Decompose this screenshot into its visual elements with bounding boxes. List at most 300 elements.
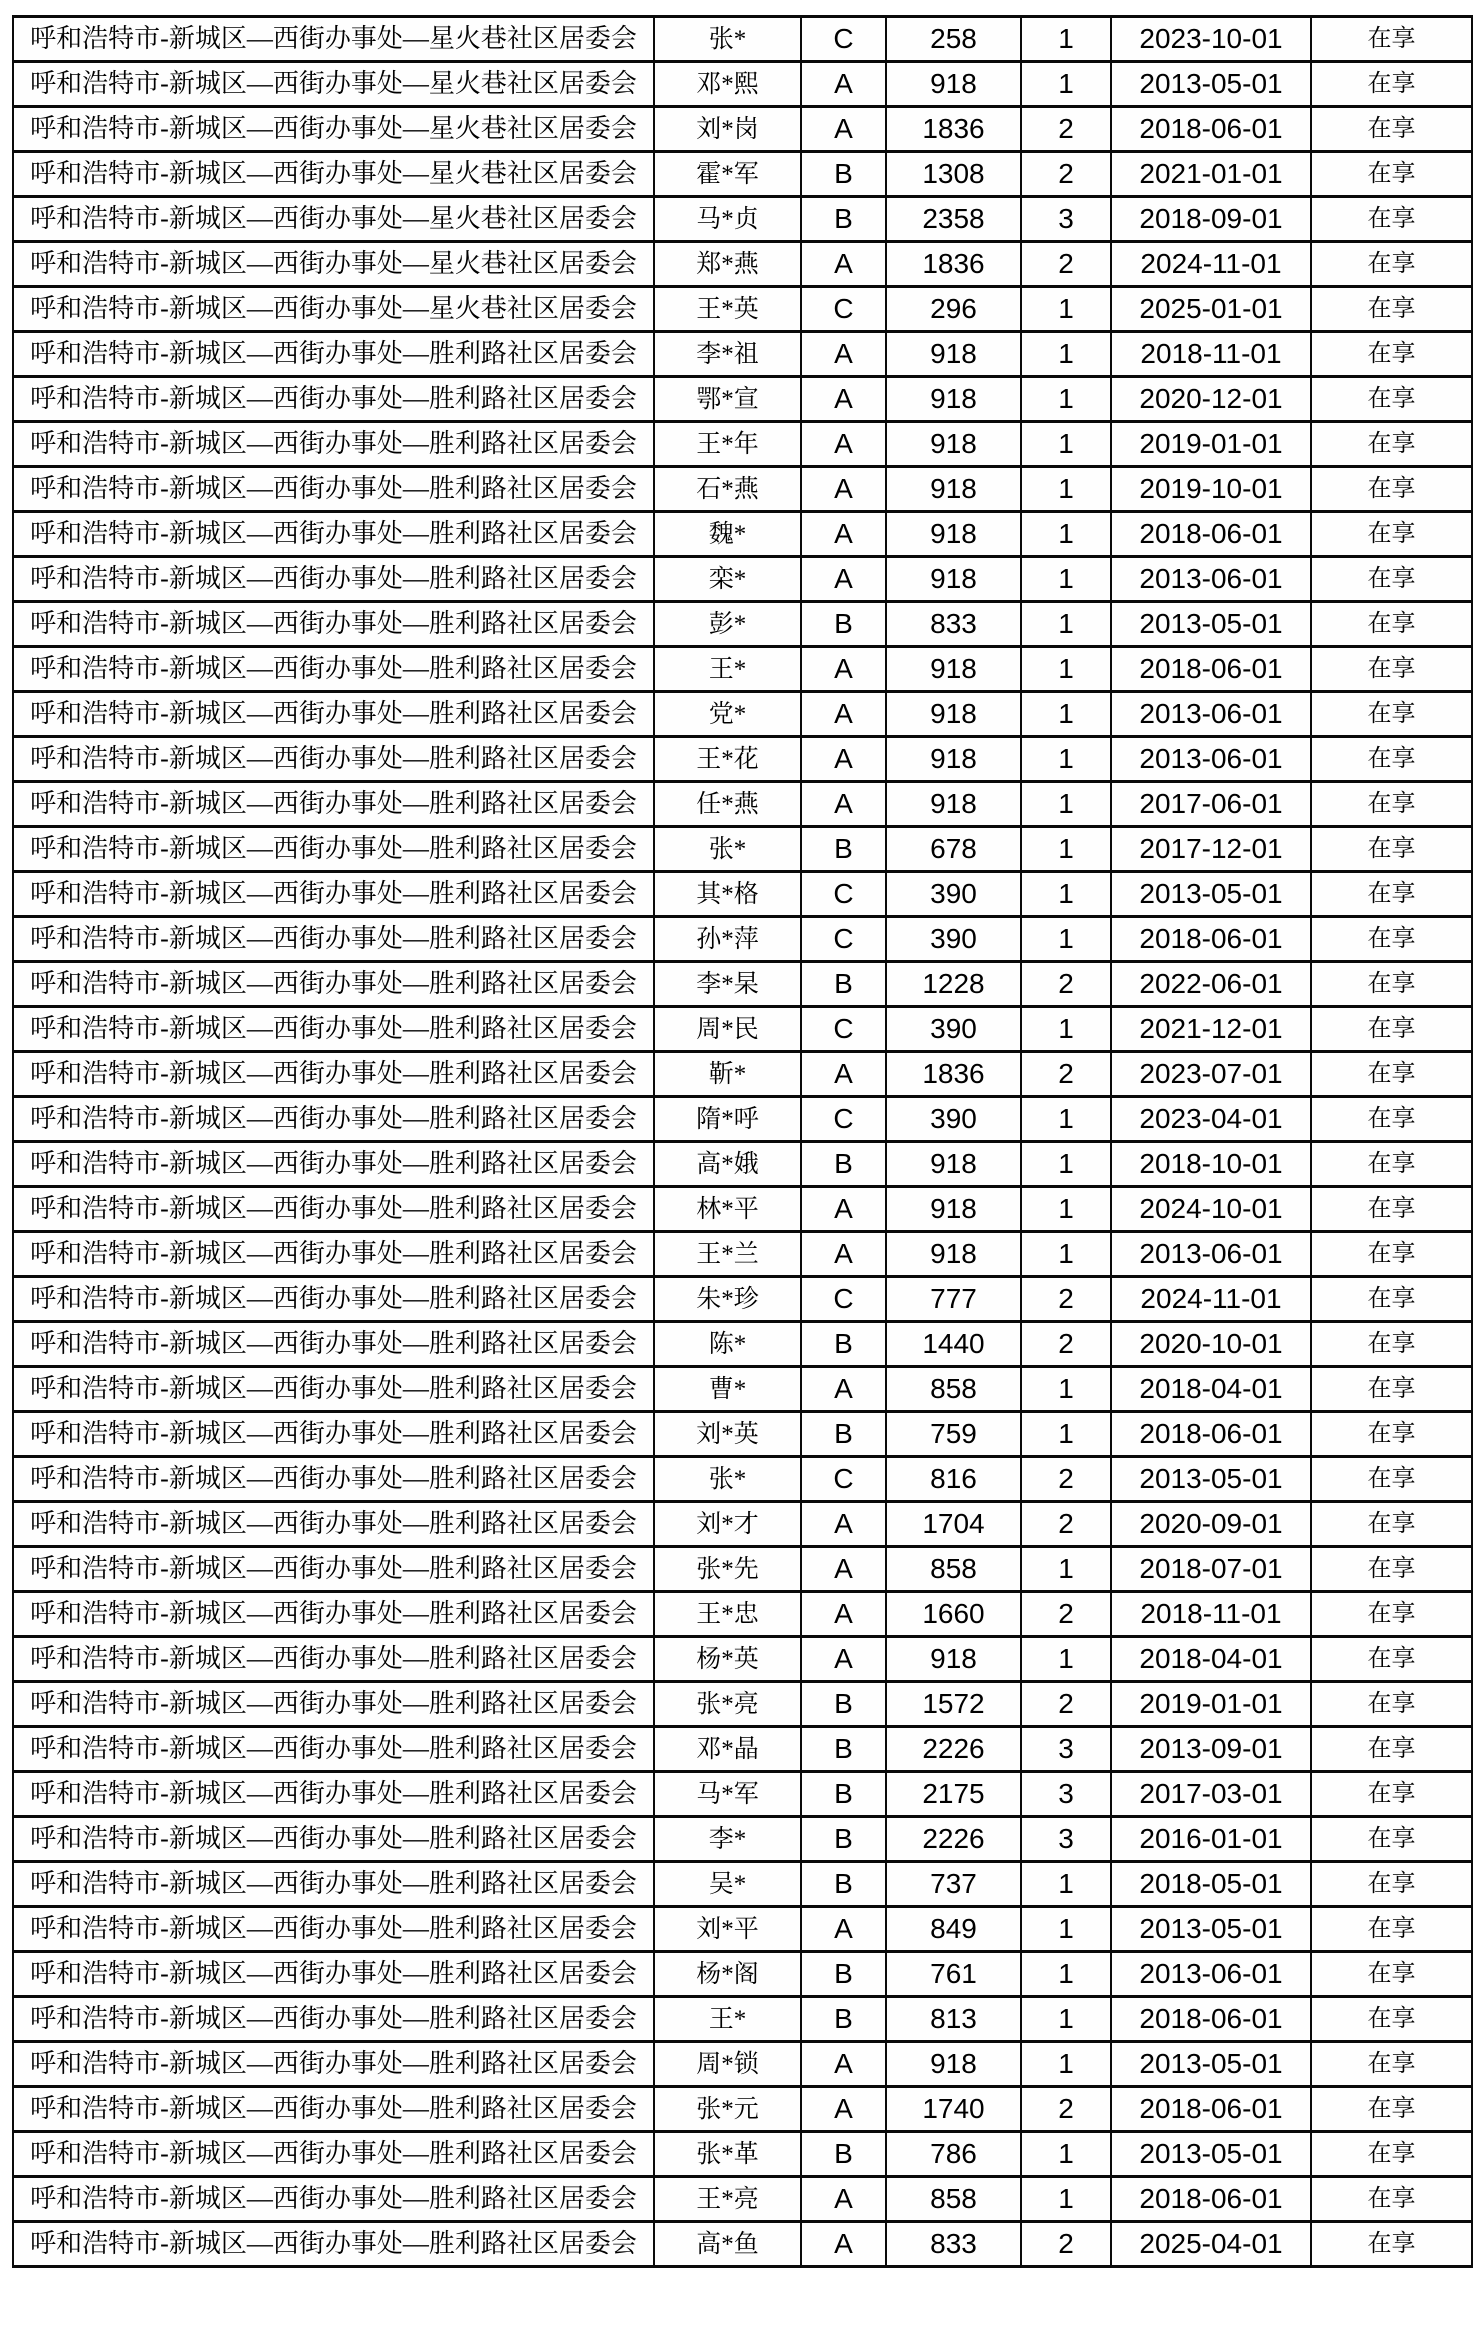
status-cell: 在享: [1311, 1232, 1472, 1277]
name-cell: 陈*: [654, 1322, 801, 1367]
table-body: [13, 17, 1472, 2267]
count-cell: 2: [1021, 1502, 1111, 1547]
count-cell: 1: [1021, 827, 1111, 872]
table-row: [13, 962, 1472, 1007]
amount-cell: 2175: [886, 1772, 1021, 1817]
name-cell: 李*杲: [654, 962, 801, 1007]
amount-cell: 1308: [886, 152, 1021, 197]
amount-cell: 858: [886, 2177, 1021, 2222]
name-cell: 曹*: [654, 1367, 801, 1412]
table-row: [13, 1727, 1472, 1772]
region-cell: 呼和浩特市-新城区—西街办事处—胜利路社区居委会: [13, 1142, 654, 1187]
table-row: [13, 1502, 1472, 1547]
category-cell: A: [801, 1637, 886, 1682]
amount-cell: 918: [886, 1142, 1021, 1187]
status-cell: 在享: [1311, 1772, 1472, 1817]
amount-cell: 918: [886, 692, 1021, 737]
category-cell: B: [801, 1727, 886, 1772]
table-row: [13, 242, 1472, 287]
region-cell: 呼和浩特市-新城区—西街办事处—胜利路社区居委会: [13, 377, 654, 422]
region-cell: 呼和浩特市-新城区—西街办事处—胜利路社区居委会: [13, 1862, 654, 1907]
table-row: [13, 647, 1472, 692]
region-cell: 呼和浩特市-新城区—西街办事处—胜利路社区居委会: [13, 1682, 654, 1727]
region-cell: 呼和浩特市-新城区—西街办事处—胜利路社区居委会: [13, 2087, 654, 2132]
start-date-cell: 2013-06-01: [1111, 1232, 1311, 1277]
status-cell: 在享: [1311, 1412, 1472, 1457]
region-cell: 呼和浩特市-新城区—西街办事处—胜利路社区居委会: [13, 872, 654, 917]
count-cell: 1: [1021, 2177, 1111, 2222]
amount-cell: 816: [886, 1457, 1021, 1502]
count-cell: 1: [1021, 782, 1111, 827]
status-cell: 在享: [1311, 1367, 1472, 1412]
start-date-cell: 2013-05-01: [1111, 62, 1311, 107]
count-cell: 3: [1021, 197, 1111, 242]
table-row: [13, 1547, 1472, 1592]
name-cell: 邓*熙: [654, 62, 801, 107]
category-cell: B: [801, 1817, 886, 1862]
category-cell: A: [801, 737, 886, 782]
category-cell: B: [801, 1412, 886, 1457]
table-row: [13, 107, 1472, 152]
name-cell: 王*亮: [654, 2177, 801, 2222]
amount-cell: 1572: [886, 1682, 1021, 1727]
start-date-cell: 2017-12-01: [1111, 827, 1311, 872]
table-row: [13, 332, 1472, 377]
status-cell: 在享: [1311, 242, 1472, 287]
category-cell: C: [801, 1007, 886, 1052]
region-cell: 呼和浩特市-新城区—西街办事处—胜利路社区居委会: [13, 2177, 654, 2222]
table-row: [13, 1322, 1472, 1367]
region-cell: 呼和浩特市-新城区—西街办事处—胜利路社区居委会: [13, 1637, 654, 1682]
count-cell: 1: [1021, 647, 1111, 692]
table-row: [13, 1862, 1472, 1907]
name-cell: 朱*珍: [654, 1277, 801, 1322]
amount-cell: 918: [886, 737, 1021, 782]
name-cell: 李*: [654, 1817, 801, 1862]
name-cell: 刘*才: [654, 1502, 801, 1547]
amount-cell: 849: [886, 1907, 1021, 1952]
table-row: [13, 197, 1472, 242]
table-row: [13, 782, 1472, 827]
start-date-cell: 2018-06-01: [1111, 2087, 1311, 2132]
count-cell: 1: [1021, 1907, 1111, 1952]
start-date-cell: 2019-01-01: [1111, 422, 1311, 467]
table-row: [13, 827, 1472, 872]
amount-cell: 813: [886, 1997, 1021, 2042]
status-cell: 在享: [1311, 557, 1472, 602]
status-cell: 在享: [1311, 2132, 1472, 2177]
table-row: [13, 467, 1472, 512]
category-cell: B: [801, 1682, 886, 1727]
status-cell: 在享: [1311, 1187, 1472, 1232]
amount-cell: 918: [886, 1232, 1021, 1277]
status-cell: 在享: [1311, 422, 1472, 467]
category-cell: B: [801, 1952, 886, 1997]
category-cell: C: [801, 17, 886, 62]
status-cell: 在享: [1311, 602, 1472, 647]
status-cell: 在享: [1311, 1862, 1472, 1907]
amount-cell: 1836: [886, 242, 1021, 287]
start-date-cell: 2013-06-01: [1111, 1952, 1311, 1997]
amount-cell: 858: [886, 1547, 1021, 1592]
status-cell: 在享: [1311, 917, 1472, 962]
table-row: [13, 602, 1472, 647]
amount-cell: 1704: [886, 1502, 1021, 1547]
table-row: [13, 1997, 1472, 2042]
amount-cell: 918: [886, 1637, 1021, 1682]
region-cell: 呼和浩特市-新城区—西街办事处—胜利路社区居委会: [13, 1727, 654, 1772]
region-cell: 呼和浩特市-新城区—西街办事处—胜利路社区居委会: [13, 1817, 654, 1862]
table-row: [13, 152, 1472, 197]
start-date-cell: 2023-07-01: [1111, 1052, 1311, 1097]
category-cell: A: [801, 2087, 886, 2132]
name-cell: 马*军: [654, 1772, 801, 1817]
count-cell: 2: [1021, 242, 1111, 287]
category-cell: C: [801, 287, 886, 332]
category-cell: B: [801, 152, 886, 197]
status-cell: 在享: [1311, 1547, 1472, 1592]
name-cell: 高*鱼: [654, 2222, 801, 2267]
start-date-cell: 2023-04-01: [1111, 1097, 1311, 1142]
region-cell: 呼和浩特市-新城区—西街办事处—胜利路社区居委会: [13, 1997, 654, 2042]
name-cell: 张*先: [654, 1547, 801, 1592]
count-cell: 1: [1021, 1007, 1111, 1052]
name-cell: 刘*英: [654, 1412, 801, 1457]
name-cell: 彭*: [654, 602, 801, 647]
start-date-cell: 2013-09-01: [1111, 1727, 1311, 1772]
status-cell: 在享: [1311, 152, 1472, 197]
count-cell: 1: [1021, 1367, 1111, 1412]
category-cell: B: [801, 1142, 886, 1187]
start-date-cell: 2018-06-01: [1111, 512, 1311, 557]
region-cell: 呼和浩特市-新城区—西街办事处—胜利路社区居委会: [13, 467, 654, 512]
status-cell: 在享: [1311, 2087, 1472, 2132]
count-cell: 2: [1021, 962, 1111, 1007]
status-cell: 在享: [1311, 1727, 1472, 1772]
table-row: [13, 2177, 1472, 2222]
status-cell: 在享: [1311, 1592, 1472, 1637]
category-cell: C: [801, 1097, 886, 1142]
table-row: [13, 692, 1472, 737]
category-cell: A: [801, 242, 886, 287]
amount-cell: 759: [886, 1412, 1021, 1457]
count-cell: 1: [1021, 1997, 1111, 2042]
category-cell: C: [801, 1277, 886, 1322]
name-cell: 王*花: [654, 737, 801, 782]
status-cell: 在享: [1311, 1277, 1472, 1322]
status-cell: 在享: [1311, 17, 1472, 62]
region-cell: 呼和浩特市-新城区—西街办事处—胜利路社区居委会: [13, 1592, 654, 1637]
region-cell: 呼和浩特市-新城区—西街办事处—胜利路社区居委会: [13, 1772, 654, 1817]
count-cell: 1: [1021, 557, 1111, 602]
count-cell: 2: [1021, 1322, 1111, 1367]
table-row: [13, 1277, 1472, 1322]
amount-cell: 918: [886, 332, 1021, 377]
table-row: [13, 1592, 1472, 1637]
count-cell: 1: [1021, 1187, 1111, 1232]
amount-cell: 761: [886, 1952, 1021, 1997]
start-date-cell: 2018-09-01: [1111, 197, 1311, 242]
region-cell: 呼和浩特市-新城区—西街办事处—胜利路社区居委会: [13, 2132, 654, 2177]
count-cell: 1: [1021, 467, 1111, 512]
name-cell: 张*: [654, 1457, 801, 1502]
start-date-cell: 2016-01-01: [1111, 1817, 1311, 1862]
status-cell: 在享: [1311, 1817, 1472, 1862]
count-cell: 2: [1021, 1592, 1111, 1637]
region-cell: 呼和浩特市-新城区—西街办事处—星火巷社区居委会: [13, 242, 654, 287]
region-cell: 呼和浩特市-新城区—西街办事处—星火巷社区居委会: [13, 107, 654, 152]
amount-cell: 918: [886, 467, 1021, 512]
start-date-cell: 2025-04-01: [1111, 2222, 1311, 2267]
region-cell: 呼和浩特市-新城区—西街办事处—胜利路社区居委会: [13, 962, 654, 1007]
table-row: [13, 2087, 1472, 2132]
category-cell: A: [801, 1187, 886, 1232]
name-cell: 鄂*宣: [654, 377, 801, 422]
table-row: [13, 1367, 1472, 1412]
region-cell: 呼和浩特市-新城区—西街办事处—星火巷社区居委会: [13, 17, 654, 62]
start-date-cell: 2018-04-01: [1111, 1637, 1311, 1682]
name-cell: 张*: [654, 17, 801, 62]
amount-cell: 918: [886, 377, 1021, 422]
name-cell: 其*格: [654, 872, 801, 917]
region-cell: 呼和浩特市-新城区—西街办事处—胜利路社区居委会: [13, 1367, 654, 1412]
start-date-cell: 2013-06-01: [1111, 737, 1311, 782]
count-cell: 1: [1021, 1232, 1111, 1277]
status-cell: 在享: [1311, 782, 1472, 827]
amount-cell: 1836: [886, 107, 1021, 152]
status-cell: 在享: [1311, 1322, 1472, 1367]
start-date-cell: 2018-06-01: [1111, 647, 1311, 692]
table-row: [13, 1097, 1472, 1142]
start-date-cell: 2013-05-01: [1111, 872, 1311, 917]
table-row: [13, 1907, 1472, 1952]
category-cell: A: [801, 377, 886, 422]
amount-cell: 390: [886, 1007, 1021, 1052]
name-cell: 隋*呼: [654, 1097, 801, 1142]
category-cell: A: [801, 332, 886, 377]
amount-cell: 918: [886, 512, 1021, 557]
status-cell: 在享: [1311, 512, 1472, 557]
start-date-cell: 2018-11-01: [1111, 1592, 1311, 1637]
start-date-cell: 2024-11-01: [1111, 1277, 1311, 1322]
count-cell: 1: [1021, 602, 1111, 647]
category-cell: A: [801, 107, 886, 152]
count-cell: 1: [1021, 1862, 1111, 1907]
count-cell: 1: [1021, 1637, 1111, 1682]
status-cell: 在享: [1311, 962, 1472, 1007]
table-row: [13, 1817, 1472, 1862]
name-cell: 王*: [654, 647, 801, 692]
start-date-cell: 2013-05-01: [1111, 2042, 1311, 2087]
table-row: [13, 1952, 1472, 1997]
status-cell: 在享: [1311, 1052, 1472, 1097]
amount-cell: 2226: [886, 1817, 1021, 1862]
status-cell: 在享: [1311, 827, 1472, 872]
start-date-cell: 2020-12-01: [1111, 377, 1311, 422]
start-date-cell: 2013-06-01: [1111, 692, 1311, 737]
region-cell: 呼和浩特市-新城区—西街办事处—胜利路社区居委会: [13, 1052, 654, 1097]
category-cell: A: [801, 422, 886, 467]
amount-cell: 918: [886, 62, 1021, 107]
region-cell: 呼和浩特市-新城区—西街办事处—星火巷社区居委会: [13, 62, 654, 107]
count-cell: 2: [1021, 1682, 1111, 1727]
amount-cell: 296: [886, 287, 1021, 332]
count-cell: 1: [1021, 1142, 1111, 1187]
category-cell: A: [801, 1052, 886, 1097]
category-cell: A: [801, 62, 886, 107]
name-cell: 杨*英: [654, 1637, 801, 1682]
start-date-cell: 2021-01-01: [1111, 152, 1311, 197]
start-date-cell: 2019-10-01: [1111, 467, 1311, 512]
name-cell: 刘*岗: [654, 107, 801, 152]
count-cell: 2: [1021, 152, 1111, 197]
amount-cell: 918: [886, 557, 1021, 602]
status-cell: 在享: [1311, 1097, 1472, 1142]
category-cell: B: [801, 1772, 886, 1817]
category-cell: A: [801, 467, 886, 512]
benefit-roster-table: [12, 15, 1473, 2268]
table-row: [13, 917, 1472, 962]
status-cell: 在享: [1311, 1142, 1472, 1187]
region-cell: 呼和浩特市-新城区—西街办事处—胜利路社区居委会: [13, 917, 654, 962]
status-cell: 在享: [1311, 647, 1472, 692]
count-cell: 1: [1021, 512, 1111, 557]
amount-cell: 2226: [886, 1727, 1021, 1772]
table-row: [13, 557, 1472, 602]
table-row: [13, 512, 1472, 557]
table-row: [13, 1052, 1472, 1097]
region-cell: 呼和浩特市-新城区—西街办事处—胜利路社区居委会: [13, 692, 654, 737]
count-cell: 1: [1021, 2132, 1111, 2177]
category-cell: B: [801, 197, 886, 242]
category-cell: B: [801, 1862, 886, 1907]
name-cell: 靳*: [654, 1052, 801, 1097]
table-row: [13, 1682, 1472, 1727]
amount-cell: 918: [886, 782, 1021, 827]
amount-cell: 918: [886, 647, 1021, 692]
name-cell: 石*燕: [654, 467, 801, 512]
start-date-cell: 2025-01-01: [1111, 287, 1311, 332]
table-row: [13, 1007, 1472, 1052]
amount-cell: 1660: [886, 1592, 1021, 1637]
table-row: [13, 2042, 1472, 2087]
start-date-cell: 2018-06-01: [1111, 2177, 1311, 2222]
amount-cell: 390: [886, 917, 1021, 962]
table-row: [13, 377, 1472, 422]
start-date-cell: 2020-09-01: [1111, 1502, 1311, 1547]
count-cell: 2: [1021, 1052, 1111, 1097]
status-cell: 在享: [1311, 737, 1472, 782]
status-cell: 在享: [1311, 2222, 1472, 2267]
name-cell: 张*革: [654, 2132, 801, 2177]
start-date-cell: 2018-06-01: [1111, 1412, 1311, 1457]
category-cell: B: [801, 962, 886, 1007]
start-date-cell: 2024-10-01: [1111, 1187, 1311, 1232]
count-cell: 2: [1021, 107, 1111, 152]
count-cell: 1: [1021, 422, 1111, 467]
start-date-cell: 2017-06-01: [1111, 782, 1311, 827]
name-cell: 任*燕: [654, 782, 801, 827]
amount-cell: 1228: [886, 962, 1021, 1007]
region-cell: 呼和浩特市-新城区—西街办事处—胜利路社区居委会: [13, 647, 654, 692]
start-date-cell: 2013-05-01: [1111, 602, 1311, 647]
amount-cell: 1740: [886, 2087, 1021, 2132]
start-date-cell: 2018-06-01: [1111, 107, 1311, 152]
count-cell: 2: [1021, 2222, 1111, 2267]
amount-cell: 258: [886, 17, 1021, 62]
name-cell: 林*平: [654, 1187, 801, 1232]
table-row: [13, 1412, 1472, 1457]
start-date-cell: 2018-11-01: [1111, 332, 1311, 377]
status-cell: 在享: [1311, 377, 1472, 422]
amount-cell: 918: [886, 1187, 1021, 1232]
count-cell: 2: [1021, 1457, 1111, 1502]
name-cell: 张*亮: [654, 1682, 801, 1727]
status-cell: 在享: [1311, 2177, 1472, 2222]
name-cell: 郑*燕: [654, 242, 801, 287]
count-cell: 3: [1021, 1727, 1111, 1772]
name-cell: 王*: [654, 1997, 801, 2042]
count-cell: 1: [1021, 1547, 1111, 1592]
table-row: [13, 17, 1472, 62]
name-cell: 王*英: [654, 287, 801, 332]
region-cell: 呼和浩特市-新城区—西街办事处—星火巷社区居委会: [13, 197, 654, 242]
amount-cell: 777: [886, 1277, 1021, 1322]
amount-cell: 1836: [886, 1052, 1021, 1097]
table-row: [13, 2132, 1472, 2177]
count-cell: 1: [1021, 737, 1111, 782]
name-cell: 杨*阁: [654, 1952, 801, 1997]
name-cell: 王*年: [654, 422, 801, 467]
name-cell: 孙*萍: [654, 917, 801, 962]
region-cell: 呼和浩特市-新城区—西街办事处—胜利路社区居委会: [13, 1412, 654, 1457]
region-cell: 呼和浩特市-新城区—西街办事处—胜利路社区居委会: [13, 1547, 654, 1592]
name-cell: 周*民: [654, 1007, 801, 1052]
category-cell: B: [801, 2132, 886, 2177]
status-cell: 在享: [1311, 1637, 1472, 1682]
count-cell: 2: [1021, 1277, 1111, 1322]
name-cell: 霍*军: [654, 152, 801, 197]
category-cell: C: [801, 872, 886, 917]
region-cell: 呼和浩特市-新城区—西街办事处—胜利路社区居委会: [13, 332, 654, 377]
region-cell: 呼和浩特市-新城区—西街办事处—胜利路社区居委会: [13, 1502, 654, 1547]
category-cell: A: [801, 2177, 886, 2222]
count-cell: 1: [1021, 287, 1111, 332]
region-cell: 呼和浩特市-新城区—西街办事处—胜利路社区居委会: [13, 1007, 654, 1052]
start-date-cell: 2018-06-01: [1111, 1997, 1311, 2042]
count-cell: 1: [1021, 917, 1111, 962]
status-cell: 在享: [1311, 1997, 1472, 2042]
table-row: [13, 62, 1472, 107]
start-date-cell: 2018-06-01: [1111, 917, 1311, 962]
count-cell: 1: [1021, 872, 1111, 917]
name-cell: 刘*平: [654, 1907, 801, 1952]
amount-cell: 918: [886, 422, 1021, 467]
table-row: [13, 422, 1472, 467]
name-cell: 马*贞: [654, 197, 801, 242]
status-cell: 在享: [1311, 332, 1472, 377]
table-row: [13, 2222, 1472, 2267]
count-cell: 1: [1021, 62, 1111, 107]
count-cell: 1: [1021, 2042, 1111, 2087]
status-cell: 在享: [1311, 2042, 1472, 2087]
region-cell: 呼和浩特市-新城区—西街办事处—胜利路社区居委会: [13, 1187, 654, 1232]
name-cell: 栾*: [654, 557, 801, 602]
status-cell: 在享: [1311, 1952, 1472, 1997]
amount-cell: 2358: [886, 197, 1021, 242]
amount-cell: 833: [886, 2222, 1021, 2267]
start-date-cell: 2017-03-01: [1111, 1772, 1311, 1817]
